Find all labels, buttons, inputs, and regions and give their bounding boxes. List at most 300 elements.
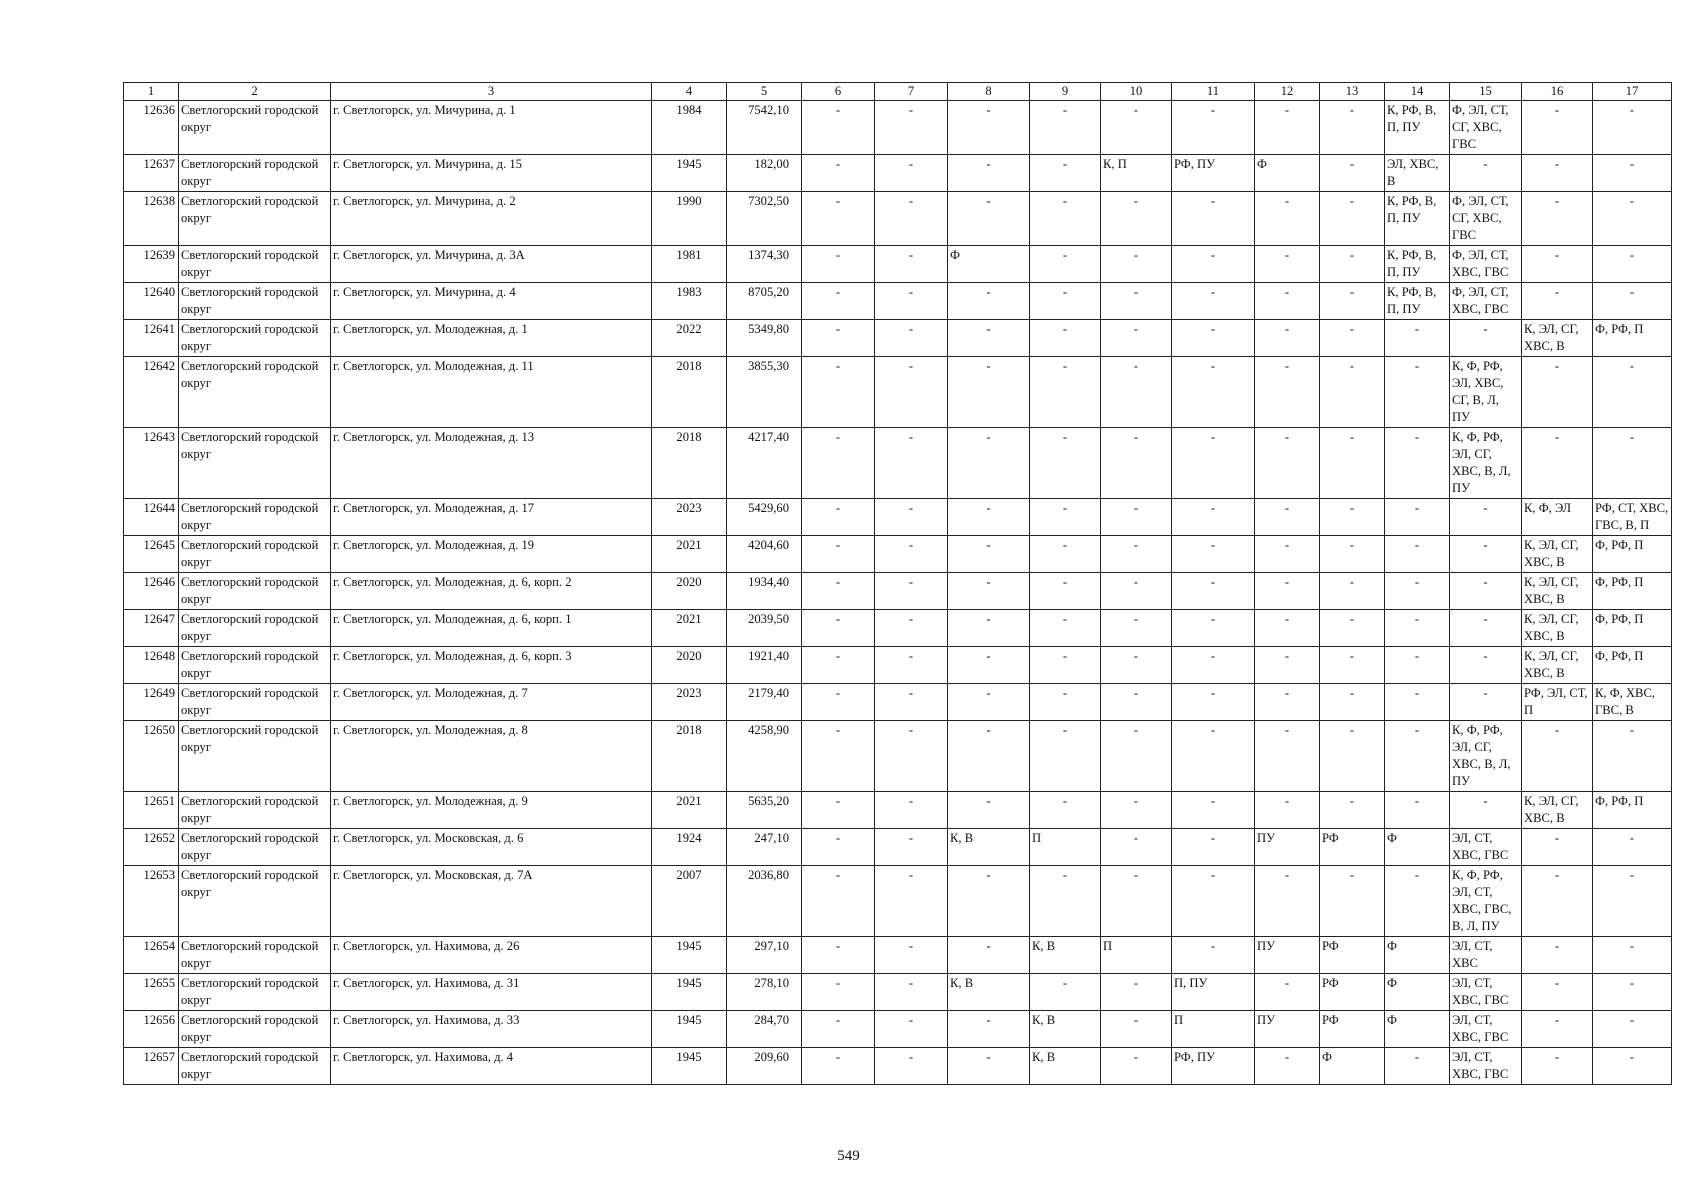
table-body <box>124 101 1672 1085</box>
column-12-cell: - <box>1255 499 1320 536</box>
column-14-cell: - <box>1385 792 1450 829</box>
column-15-cell: К, Ф, РФ, ЭЛ, СТ, ХВС, ГВС, В, Л, ПУ <box>1450 866 1522 937</box>
area-cell: 4258,90 <box>727 721 802 792</box>
column-12-cell: - <box>1255 1048 1320 1085</box>
column-17-cell: - <box>1593 357 1672 428</box>
table-row <box>124 684 1672 721</box>
column-8-cell: - <box>948 1011 1030 1048</box>
column-12-cell: ПУ <box>1255 829 1320 866</box>
row-number-cell: 12641 <box>124 320 179 357</box>
address-cell: г. Светлогорск, ул. Московская, д. 7А <box>331 866 652 937</box>
column-6-cell: - <box>802 192 875 246</box>
column-14-cell: Ф <box>1385 937 1450 974</box>
area-cell: 5635,20 <box>727 792 802 829</box>
column-14-cell: - <box>1385 320 1450 357</box>
year-cell: 2018 <box>652 721 727 792</box>
municipality-cell: Светлогорский городской округ <box>179 357 331 428</box>
column-6-cell: - <box>802 721 875 792</box>
municipality-cell: Светлогорский городской округ <box>179 573 331 610</box>
area-cell: 1921,40 <box>727 647 802 684</box>
column-7-cell: - <box>875 974 948 1011</box>
column-header-9: 9 <box>1030 83 1101 101</box>
column-13-cell: РФ <box>1320 974 1385 1011</box>
column-17-cell: - <box>1593 866 1672 937</box>
year-cell: 2020 <box>652 573 727 610</box>
column-7-cell: - <box>875 1048 948 1085</box>
column-7-cell: - <box>875 320 948 357</box>
column-header-8: 8 <box>948 83 1030 101</box>
municipality-cell: Светлогорский городской округ <box>179 320 331 357</box>
column-17-cell: РФ, СТ, ХВС, ГВС, В, П <box>1593 499 1672 536</box>
column-6-cell: - <box>802 320 875 357</box>
column-11-cell: - <box>1172 536 1255 573</box>
row-number-cell: 12647 <box>124 610 179 647</box>
column-9-cell: - <box>1030 573 1101 610</box>
column-14-cell: - <box>1385 428 1450 499</box>
year-cell: 1945 <box>652 1011 727 1048</box>
column-12-cell: - <box>1255 721 1320 792</box>
column-7-cell: - <box>875 647 948 684</box>
year-cell: 1984 <box>652 101 727 155</box>
column-15-cell: ЭЛ, СТ, ХВС, ГВС <box>1450 974 1522 1011</box>
column-12-cell: - <box>1255 101 1320 155</box>
row-number-cell: 12648 <box>124 647 179 684</box>
table-row <box>124 792 1672 829</box>
column-11-cell: - <box>1172 499 1255 536</box>
column-12-cell: - <box>1255 246 1320 283</box>
column-11-cell: П <box>1172 1011 1255 1048</box>
column-11-cell: РФ, ПУ <box>1172 155 1255 192</box>
column-8-cell: - <box>948 937 1030 974</box>
table-row <box>124 536 1672 573</box>
column-10-cell: - <box>1101 573 1172 610</box>
column-header-2: 2 <box>179 83 331 101</box>
column-10-cell: - <box>1101 610 1172 647</box>
column-8-cell: - <box>948 536 1030 573</box>
column-7-cell: - <box>875 721 948 792</box>
housing-register-table <box>123 82 1672 1085</box>
column-12-cell: Ф <box>1255 155 1320 192</box>
column-15-cell: Ф, ЭЛ, СТ, СГ, ХВС, ГВС <box>1450 192 1522 246</box>
column-6-cell: - <box>802 829 875 866</box>
column-11-cell: - <box>1172 573 1255 610</box>
column-10-cell: - <box>1101 974 1172 1011</box>
table-row <box>124 499 1672 536</box>
column-6-cell: - <box>802 283 875 320</box>
table-row <box>124 320 1672 357</box>
column-number-header-row <box>124 83 1672 101</box>
column-17-cell: - <box>1593 428 1672 499</box>
column-13-cell: - <box>1320 792 1385 829</box>
address-cell: г. Светлогорск, ул. Мичурина, д. 3А <box>331 246 652 283</box>
column-15-cell: - <box>1450 792 1522 829</box>
year-cell: 1983 <box>652 283 727 320</box>
address-cell: г. Светлогорск, ул. Нахимова, д. 31 <box>331 974 652 1011</box>
table-row <box>124 101 1672 155</box>
column-14-cell: Ф <box>1385 1011 1450 1048</box>
address-cell: г. Светлогорск, ул. Молодежная, д. 6, корп. 3 <box>331 647 652 684</box>
register-table-container <box>123 82 1672 1085</box>
column-16-cell: К, ЭЛ, СГ, ХВС, В <box>1522 792 1593 829</box>
column-16-cell: - <box>1522 101 1593 155</box>
row-number-cell: 12644 <box>124 499 179 536</box>
column-13-cell: - <box>1320 428 1385 499</box>
column-8-cell: Ф <box>948 246 1030 283</box>
address-cell: г. Светлогорск, ул. Молодежная, д. 9 <box>331 792 652 829</box>
column-15-cell: Ф, ЭЛ, СТ, СГ, ХВС, ГВС <box>1450 101 1522 155</box>
column-17-cell: - <box>1593 155 1672 192</box>
column-11-cell: - <box>1172 792 1255 829</box>
table-row <box>124 283 1672 320</box>
column-header-13: 13 <box>1320 83 1385 101</box>
area-cell: 182,00 <box>727 155 802 192</box>
page-number: 549 <box>837 1148 860 1164</box>
column-6-cell: - <box>802 974 875 1011</box>
column-13-cell: - <box>1320 536 1385 573</box>
row-number-cell: 12636 <box>124 101 179 155</box>
column-13-cell: - <box>1320 499 1385 536</box>
column-12-cell: - <box>1255 320 1320 357</box>
table-row <box>124 1011 1672 1048</box>
column-12-cell: - <box>1255 792 1320 829</box>
column-16-cell: - <box>1522 937 1593 974</box>
column-10-cell: - <box>1101 536 1172 573</box>
column-15-cell: ЭЛ, СТ, ХВС <box>1450 937 1522 974</box>
column-9-cell: - <box>1030 536 1101 573</box>
municipality-cell: Светлогорский городской округ <box>179 246 331 283</box>
table-row <box>124 721 1672 792</box>
column-17-cell: - <box>1593 974 1672 1011</box>
column-header-17: 17 <box>1593 83 1672 101</box>
column-7-cell: - <box>875 573 948 610</box>
column-6-cell: - <box>802 792 875 829</box>
column-16-cell: - <box>1522 866 1593 937</box>
column-header-7: 7 <box>875 83 948 101</box>
column-17-cell: - <box>1593 246 1672 283</box>
column-17-cell: - <box>1593 937 1672 974</box>
column-7-cell: - <box>875 684 948 721</box>
table-row <box>124 155 1672 192</box>
row-number-cell: 12646 <box>124 573 179 610</box>
area-cell: 7302,50 <box>727 192 802 246</box>
column-17-cell: Ф, РФ, П <box>1593 610 1672 647</box>
column-6-cell: - <box>802 155 875 192</box>
column-9-cell: К, В <box>1030 1048 1101 1085</box>
table-row <box>124 1048 1672 1085</box>
column-15-cell: К, Ф, РФ, ЭЛ, СГ, ХВС, В, Л, ПУ <box>1450 721 1522 792</box>
column-15-cell: ЭЛ, СТ, ХВС, ГВС <box>1450 1011 1522 1048</box>
area-cell: 3855,30 <box>727 357 802 428</box>
column-10-cell: - <box>1101 357 1172 428</box>
area-cell: 284,70 <box>727 1011 802 1048</box>
address-cell: г. Светлогорск, ул. Мичурина, д. 1 <box>331 101 652 155</box>
column-7-cell: - <box>875 101 948 155</box>
column-7-cell: - <box>875 792 948 829</box>
municipality-cell: Светлогорский городской округ <box>179 283 331 320</box>
column-11-cell: - <box>1172 684 1255 721</box>
column-15-cell: - <box>1450 573 1522 610</box>
column-8-cell: - <box>948 647 1030 684</box>
column-8-cell: - <box>948 866 1030 937</box>
municipality-cell: Светлогорский городской округ <box>179 155 331 192</box>
column-10-cell: - <box>1101 721 1172 792</box>
column-16-cell: - <box>1522 829 1593 866</box>
column-9-cell: - <box>1030 499 1101 536</box>
municipality-cell: Светлогорский городской округ <box>179 536 331 573</box>
column-13-cell: РФ <box>1320 937 1385 974</box>
column-13-cell: - <box>1320 647 1385 684</box>
row-number-cell: 12652 <box>124 829 179 866</box>
municipality-cell: Светлогорский городской округ <box>179 428 331 499</box>
table-row <box>124 866 1672 937</box>
year-cell: 2018 <box>652 357 727 428</box>
column-14-cell: К, РФ, В, П, ПУ <box>1385 246 1450 283</box>
column-14-cell: - <box>1385 866 1450 937</box>
year-cell: 1990 <box>652 192 727 246</box>
column-8-cell: - <box>948 192 1030 246</box>
address-cell: г. Светлогорск, ул. Молодежная, д. 6, корп. 1 <box>331 610 652 647</box>
column-10-cell: - <box>1101 283 1172 320</box>
area-cell: 1934,40 <box>727 573 802 610</box>
column-16-cell: - <box>1522 155 1593 192</box>
area-cell: 4204,60 <box>727 536 802 573</box>
column-12-cell: - <box>1255 974 1320 1011</box>
municipality-cell: Светлогорский городской округ <box>179 721 331 792</box>
address-cell: г. Светлогорск, ул. Нахимова, д. 26 <box>331 937 652 974</box>
row-number-cell: 12642 <box>124 357 179 428</box>
column-17-cell: Ф, РФ, П <box>1593 647 1672 684</box>
municipality-cell: Светлогорский городской округ <box>179 192 331 246</box>
column-14-cell: К, РФ, В, П, ПУ <box>1385 101 1450 155</box>
area-cell: 2039,50 <box>727 610 802 647</box>
area-cell: 5429,60 <box>727 499 802 536</box>
column-11-cell: РФ, ПУ <box>1172 1048 1255 1085</box>
column-7-cell: - <box>875 536 948 573</box>
column-10-cell: К, П <box>1101 155 1172 192</box>
column-17-cell: Ф, РФ, П <box>1593 320 1672 357</box>
address-cell: г. Светлогорск, ул. Мичурина, д. 4 <box>331 283 652 320</box>
municipality-cell: Светлогорский городской округ <box>179 866 331 937</box>
column-15-cell: К, Ф, РФ, ЭЛ, СГ, ХВС, В, Л, ПУ <box>1450 428 1522 499</box>
column-9-cell: - <box>1030 792 1101 829</box>
column-14-cell: - <box>1385 610 1450 647</box>
column-16-cell: - <box>1522 357 1593 428</box>
column-16-cell: - <box>1522 283 1593 320</box>
column-13-cell: - <box>1320 283 1385 320</box>
year-cell: 1945 <box>652 974 727 1011</box>
column-7-cell: - <box>875 937 948 974</box>
table-row <box>124 974 1672 1011</box>
column-13-cell: - <box>1320 320 1385 357</box>
column-12-cell: ПУ <box>1255 937 1320 974</box>
column-8-cell: К, В <box>948 974 1030 1011</box>
column-10-cell: - <box>1101 792 1172 829</box>
column-6-cell: - <box>802 866 875 937</box>
column-17-cell: - <box>1593 829 1672 866</box>
area-cell: 2036,80 <box>727 866 802 937</box>
column-6-cell: - <box>802 937 875 974</box>
column-13-cell: Ф <box>1320 1048 1385 1085</box>
column-10-cell: - <box>1101 428 1172 499</box>
column-16-cell: - <box>1522 1011 1593 1048</box>
column-12-cell: - <box>1255 684 1320 721</box>
address-cell: г. Светлогорск, ул. Мичурина, д. 2 <box>331 192 652 246</box>
municipality-cell: Светлогорский городской округ <box>179 101 331 155</box>
column-8-cell: - <box>948 610 1030 647</box>
column-header-11: 11 <box>1172 83 1255 101</box>
column-15-cell: - <box>1450 647 1522 684</box>
year-cell: 2021 <box>652 610 727 647</box>
column-17-cell: - <box>1593 192 1672 246</box>
column-9-cell: К, В <box>1030 937 1101 974</box>
municipality-cell: Светлогорский городской округ <box>179 647 331 684</box>
column-10-cell: - <box>1101 829 1172 866</box>
column-12-cell: - <box>1255 428 1320 499</box>
column-16-cell: - <box>1522 428 1593 499</box>
column-8-cell: - <box>948 684 1030 721</box>
column-17-cell: - <box>1593 283 1672 320</box>
column-12-cell: - <box>1255 536 1320 573</box>
year-cell: 1945 <box>652 155 727 192</box>
column-9-cell: - <box>1030 974 1101 1011</box>
column-7-cell: - <box>875 192 948 246</box>
column-8-cell: - <box>948 721 1030 792</box>
address-cell: г. Светлогорск, ул. Молодежная, д. 13 <box>331 428 652 499</box>
column-12-cell: - <box>1255 647 1320 684</box>
column-6-cell: - <box>802 684 875 721</box>
column-header-10: 10 <box>1101 83 1172 101</box>
column-header-12: 12 <box>1255 83 1320 101</box>
column-7-cell: - <box>875 1011 948 1048</box>
year-cell: 1924 <box>652 829 727 866</box>
column-8-cell: - <box>948 155 1030 192</box>
column-8-cell: К, В <box>948 829 1030 866</box>
column-7-cell: - <box>875 866 948 937</box>
column-13-cell: - <box>1320 610 1385 647</box>
row-number-cell: 12653 <box>124 866 179 937</box>
column-17-cell: - <box>1593 721 1672 792</box>
table-row <box>124 829 1672 866</box>
column-16-cell: К, ЭЛ, СГ, ХВС, В <box>1522 320 1593 357</box>
column-14-cell: Ф <box>1385 829 1450 866</box>
column-17-cell: - <box>1593 1011 1672 1048</box>
column-10-cell: - <box>1101 101 1172 155</box>
address-cell: г. Светлогорск, ул. Мичурина, д. 15 <box>331 155 652 192</box>
column-17-cell: Ф, РФ, П <box>1593 536 1672 573</box>
area-cell: 4217,40 <box>727 428 802 499</box>
column-10-cell: - <box>1101 647 1172 684</box>
address-cell: г. Светлогорск, ул. Молодежная, д. 8 <box>331 721 652 792</box>
municipality-cell: Светлогорский городской округ <box>179 1048 331 1085</box>
column-6-cell: - <box>802 1011 875 1048</box>
column-8-cell: - <box>948 1048 1030 1085</box>
column-10-cell: - <box>1101 866 1172 937</box>
area-cell: 1374,30 <box>727 246 802 283</box>
column-17-cell: - <box>1593 101 1672 155</box>
row-number-cell: 12637 <box>124 155 179 192</box>
column-9-cell: - <box>1030 866 1101 937</box>
area-cell: 2179,40 <box>727 684 802 721</box>
column-13-cell: - <box>1320 357 1385 428</box>
column-7-cell: - <box>875 246 948 283</box>
column-10-cell: - <box>1101 320 1172 357</box>
column-14-cell: К, РФ, В, П, ПУ <box>1385 283 1450 320</box>
column-10-cell: - <box>1101 1048 1172 1085</box>
year-cell: 2020 <box>652 647 727 684</box>
year-cell: 2023 <box>652 684 727 721</box>
column-10-cell: - <box>1101 1011 1172 1048</box>
column-16-cell: - <box>1522 246 1593 283</box>
municipality-cell: Светлогорский городской округ <box>179 937 331 974</box>
column-15-cell: Ф, ЭЛ, СТ, ХВС, ГВС <box>1450 246 1522 283</box>
column-13-cell: - <box>1320 573 1385 610</box>
column-9-cell: П <box>1030 829 1101 866</box>
row-number-cell: 12643 <box>124 428 179 499</box>
address-cell: г. Светлогорск, ул. Московская, д. 6 <box>331 829 652 866</box>
column-11-cell: - <box>1172 866 1255 937</box>
row-number-cell: 12655 <box>124 974 179 1011</box>
column-15-cell: ЭЛ, СТ, ХВС, ГВС <box>1450 1048 1522 1085</box>
column-9-cell: - <box>1030 246 1101 283</box>
column-6-cell: - <box>802 499 875 536</box>
column-11-cell: П, ПУ <box>1172 974 1255 1011</box>
column-15-cell: - <box>1450 499 1522 536</box>
municipality-cell: Светлогорский городской округ <box>179 1011 331 1048</box>
column-header-4: 4 <box>652 83 727 101</box>
column-10-cell: - <box>1101 246 1172 283</box>
column-header-1: 1 <box>124 83 179 101</box>
row-number-cell: 12638 <box>124 192 179 246</box>
municipality-cell: Светлогорский городской округ <box>179 974 331 1011</box>
table-row <box>124 937 1672 974</box>
address-cell: г. Светлогорск, ул. Нахимова, д. 33 <box>331 1011 652 1048</box>
column-6-cell: - <box>802 357 875 428</box>
column-11-cell: - <box>1172 610 1255 647</box>
column-10-cell: П <box>1101 937 1172 974</box>
table-row <box>124 246 1672 283</box>
column-9-cell: - <box>1030 320 1101 357</box>
column-15-cell: - <box>1450 320 1522 357</box>
column-8-cell: - <box>948 101 1030 155</box>
column-16-cell: - <box>1522 1048 1593 1085</box>
column-11-cell: - <box>1172 357 1255 428</box>
address-cell: г. Светлогорск, ул. Молодежная, д. 17 <box>331 499 652 536</box>
column-7-cell: - <box>875 428 948 499</box>
table-row <box>124 647 1672 684</box>
column-8-cell: - <box>948 357 1030 428</box>
column-8-cell: - <box>948 792 1030 829</box>
table-row <box>124 573 1672 610</box>
column-7-cell: - <box>875 155 948 192</box>
column-11-cell: - <box>1172 192 1255 246</box>
table-row <box>124 428 1672 499</box>
year-cell: 2021 <box>652 536 727 573</box>
column-9-cell: - <box>1030 610 1101 647</box>
column-header-15: 15 <box>1450 83 1522 101</box>
column-13-cell: - <box>1320 155 1385 192</box>
column-14-cell: - <box>1385 721 1450 792</box>
area-cell: 8705,20 <box>727 283 802 320</box>
column-11-cell: - <box>1172 937 1255 974</box>
column-15-cell: Ф, ЭЛ, СТ, ХВС, ГВС <box>1450 283 1522 320</box>
municipality-cell: Светлогорский городской округ <box>179 829 331 866</box>
column-15-cell: К, Ф, РФ, ЭЛ, ХВС, СГ, В, Л, ПУ <box>1450 357 1522 428</box>
column-12-cell: - <box>1255 573 1320 610</box>
column-header-3: 3 <box>331 83 652 101</box>
column-13-cell: - <box>1320 866 1385 937</box>
column-12-cell: - <box>1255 283 1320 320</box>
column-16-cell: К, Ф, ЭЛ <box>1522 499 1593 536</box>
